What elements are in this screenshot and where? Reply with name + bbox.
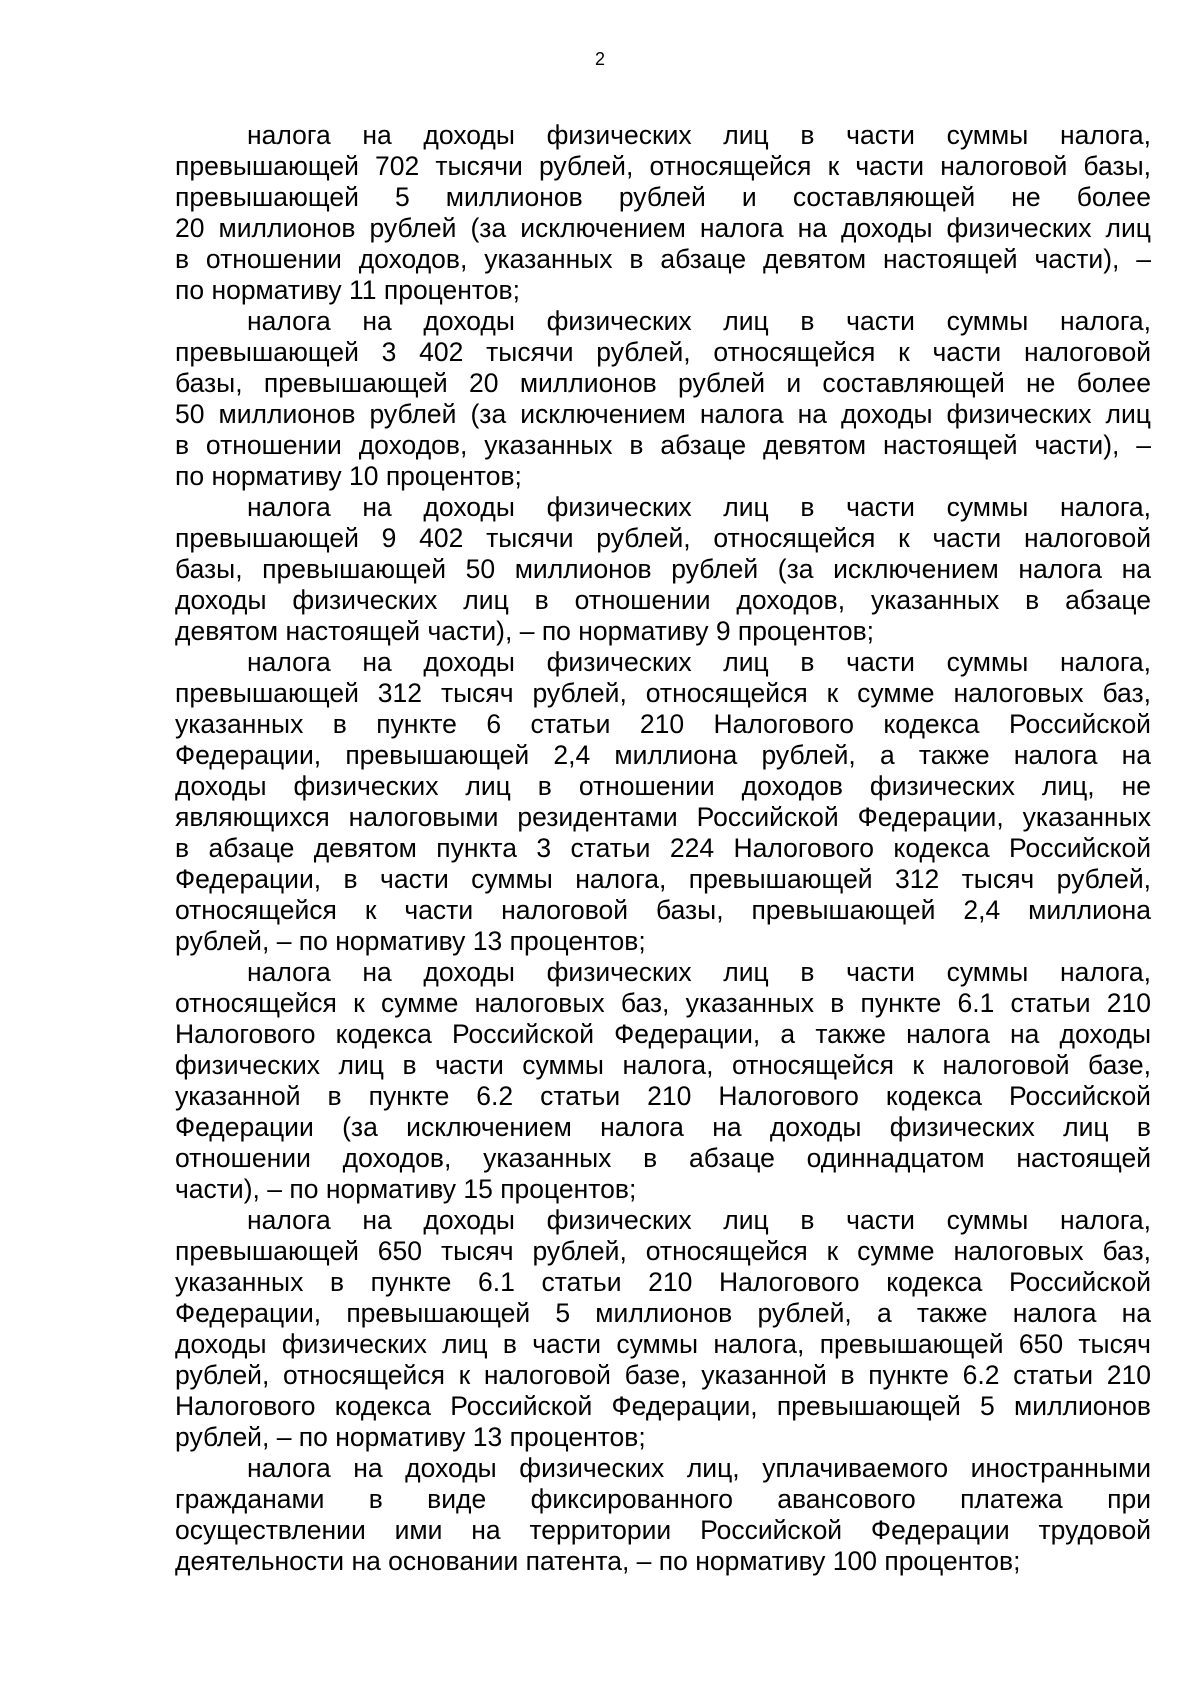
- text-line: части), – по нормативу 15 процентов;: [175, 1174, 637, 1204]
- text-line: базы, превышающей 50 миллионов рублей (за исключением налога на: [175, 554, 1151, 584]
- text-line: отношении доходов, указанных в абзаце одиннадцатом настоящей: [175, 1143, 1151, 1173]
- paragraph: [175, 647, 1151, 957]
- page-number: 2: [594, 49, 605, 69]
- text-line: превышающей 5 миллионов рублей и составляющей не более: [175, 182, 1151, 212]
- text-line: налога на доходы физических лиц, уплачиваемого иностранными: [247, 1453, 1151, 1483]
- text-line: Налогового кодекса Российской Федерации, а также налога на доходы: [175, 1019, 1151, 1049]
- paragraph: [175, 957, 1151, 1205]
- text-line: являющихся налоговыми резидентами Российской Федерации, указанных: [175, 802, 1151, 832]
- text-line: 50 миллионов рублей (за исключением налога на доходы физических лиц: [175, 399, 1151, 429]
- text-line: Федерации, превышающей 5 миллионов рублей, а также налога на: [175, 1298, 1151, 1328]
- text-line: налога на доходы физических лиц в части суммы налога,: [247, 1205, 1151, 1235]
- text-line: Федерации, в части суммы налога, превышающей 312 тысяч рублей,: [175, 864, 1151, 894]
- text-line: по нормативу 10 процентов;: [175, 461, 522, 491]
- text-line: превышающей 9 402 тысячи рублей, относящейся к части налоговой: [175, 523, 1151, 553]
- text-line: в отношении доходов, указанных в абзаце девятом настоящей части), –: [175, 430, 1151, 460]
- text-line: превышающей 3 402 тысячи рублей, относящейся к части налоговой: [175, 337, 1151, 367]
- paragraph: [175, 1205, 1151, 1453]
- text-line: в отношении доходов, указанных в абзаце девятом настоящей части), –: [175, 244, 1151, 274]
- text-line: указанных в пункте 6.1 статьи 210 Налогового кодекса Российской: [175, 1267, 1151, 1297]
- paragraph: [175, 306, 1151, 492]
- text-line: осуществлении ими на территории Российской Федерации трудовой: [175, 1515, 1151, 1545]
- text-line: превышающей 312 тысяч рублей, относящейся к сумме налоговых баз,: [175, 678, 1151, 708]
- text-line: превышающей 702 тысячи рублей, относящейся к части налоговой базы,: [175, 151, 1151, 181]
- text-line: налога на доходы физических лиц в части суммы налога,: [247, 120, 1151, 150]
- text-line: доходы физических лиц в отношении доходов физических лиц, не: [175, 771, 1151, 801]
- text-line: налога на доходы физических лиц в части суммы налога,: [247, 647, 1151, 677]
- text-line: налога на доходы физических лиц в части суммы налога,: [247, 492, 1151, 522]
- text-line: физических лиц в части суммы налога, относящейся к налоговой базе,: [175, 1050, 1151, 1080]
- text-line: по нормативу 11 процентов;: [175, 275, 520, 305]
- text-line: налога на доходы физических лиц в части суммы налога,: [247, 957, 1151, 987]
- text-line: рублей, – по нормативу 13 процентов;: [175, 926, 646, 956]
- text-line: превышающей 650 тысяч рублей, относящейся к сумме налоговых баз,: [175, 1236, 1151, 1266]
- text-line: в абзаце девятом пункта 3 статьи 224 Налогового кодекса Российской: [175, 833, 1151, 863]
- text-line: относящейся к части налоговой базы, превышающей 2,4 миллиона: [175, 895, 1151, 925]
- text-line: указанной в пункте 6.2 статьи 210 Налогового кодекса Российской: [175, 1081, 1151, 1111]
- text-line: рублей, относящейся к налоговой базе, указанной в пункте 6.2 статьи 210: [175, 1360, 1151, 1390]
- text-line: налога на доходы физических лиц в части суммы налога,: [247, 306, 1151, 336]
- text-line: доходы физических лиц в отношении доходов, указанных в абзаце: [175, 585, 1151, 615]
- text-line: указанных в пункте 6 статьи 210 Налогового кодекса Российской: [175, 709, 1151, 739]
- text-line: гражданами в виде фиксированного авансового платежа при: [175, 1484, 1151, 1514]
- text-line: относящейся к сумме налоговых баз, указанных в пункте 6.1 статьи 210: [175, 988, 1151, 1018]
- text-line: девятом настоящей части), – по нормативу 9 процентов;: [175, 616, 875, 646]
- text-line: 20 миллионов рублей (за исключением налога на доходы физических лиц: [175, 213, 1151, 243]
- text-line: Федерации, превышающей 2,4 миллиона рублей, а также налога на: [175, 740, 1151, 770]
- text-line: доходы физических лиц в части суммы налога, превышающей 650 тысяч: [175, 1329, 1151, 1359]
- text-line: Федерации (за исключением налога на доходы физических лиц в: [175, 1112, 1151, 1142]
- document-body: [175, 120, 1151, 1577]
- paragraph: [175, 1453, 1151, 1577]
- text-line: деятельности на основании патента, – по нормативу 100 процентов;: [175, 1546, 1021, 1576]
- text-line: рублей, – по нормативу 13 процентов;: [175, 1422, 646, 1452]
- paragraph: [175, 492, 1151, 647]
- text-line: базы, превышающей 20 миллионов рублей и составляющей не более: [175, 368, 1151, 398]
- paragraph: [175, 120, 1151, 306]
- text-line: Налогового кодекса Российской Федерации, превышающей 5 миллионов: [175, 1391, 1151, 1421]
